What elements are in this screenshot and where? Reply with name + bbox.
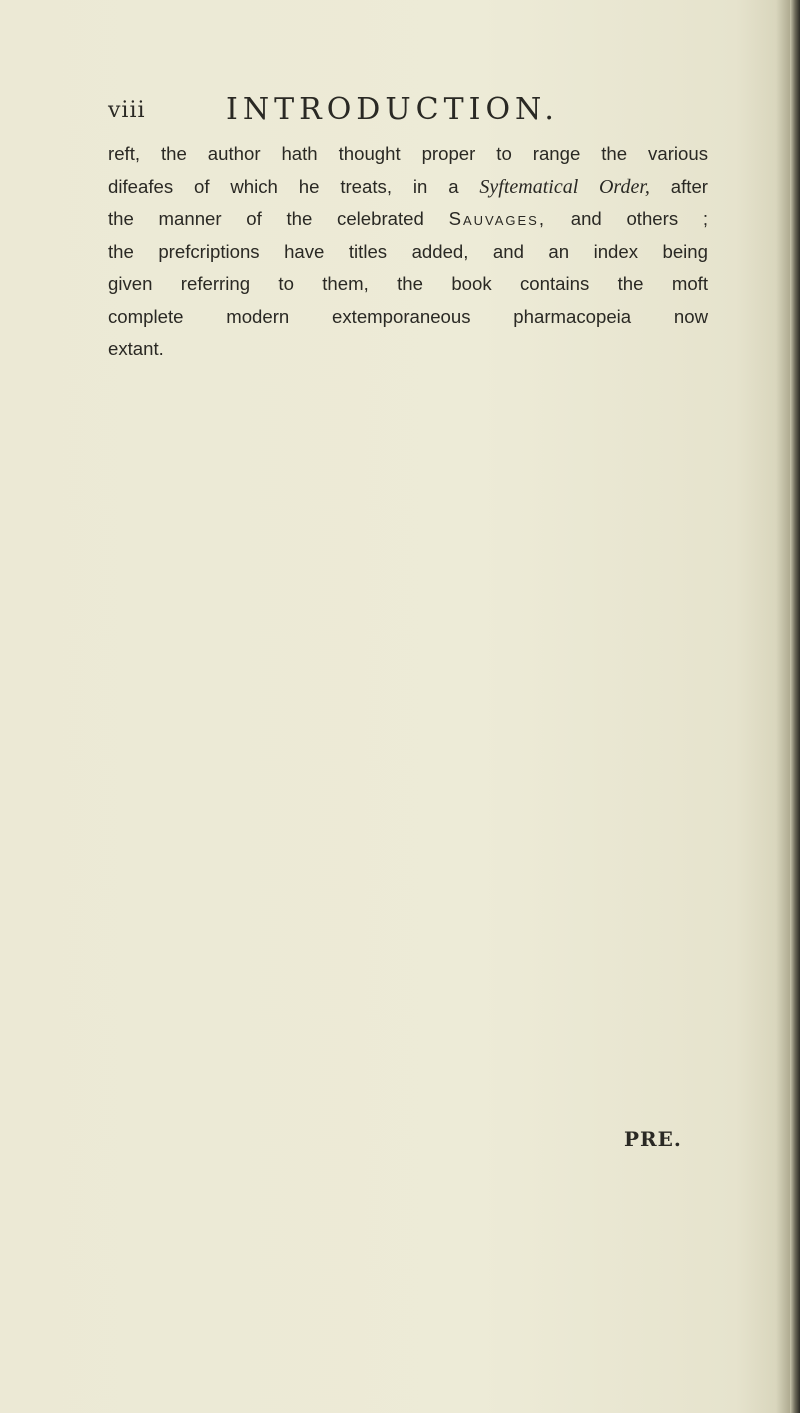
text-line-5: given referring to them, the book contains the moft <box>108 273 708 294</box>
text-line-3-end: and others ; <box>570 208 708 229</box>
paragraph <box>108 138 708 366</box>
text-line-7: extant. <box>108 338 164 359</box>
page-number: viii <box>108 98 146 123</box>
running-head <box>108 88 668 132</box>
section-title: INTRODUCTION. <box>226 92 559 127</box>
text-line-2-start: difeafes of which he treats, in a <box>108 175 459 197</box>
author-name-smallcaps: Sauvages, <box>448 208 547 229</box>
italic-phrase: Syftematical Order, <box>479 175 650 198</box>
catchword: PRE. <box>624 1127 682 1151</box>
text-line-6: complete modern extemporaneous pharmacopeia now <box>108 305 708 327</box>
text-line-1: reft, the author hath thought proper to range the various <box>108 143 708 164</box>
text-line-3-start: the manner of the celebrated <box>108 208 424 229</box>
book-spine-edge <box>790 0 800 1413</box>
text-line-4: the prefcriptions have titles added, and an index being <box>108 240 708 262</box>
text-line-2-end: after <box>670 175 709 197</box>
text-line-2 <box>108 171 708 204</box>
text-line-3 <box>108 203 708 236</box>
